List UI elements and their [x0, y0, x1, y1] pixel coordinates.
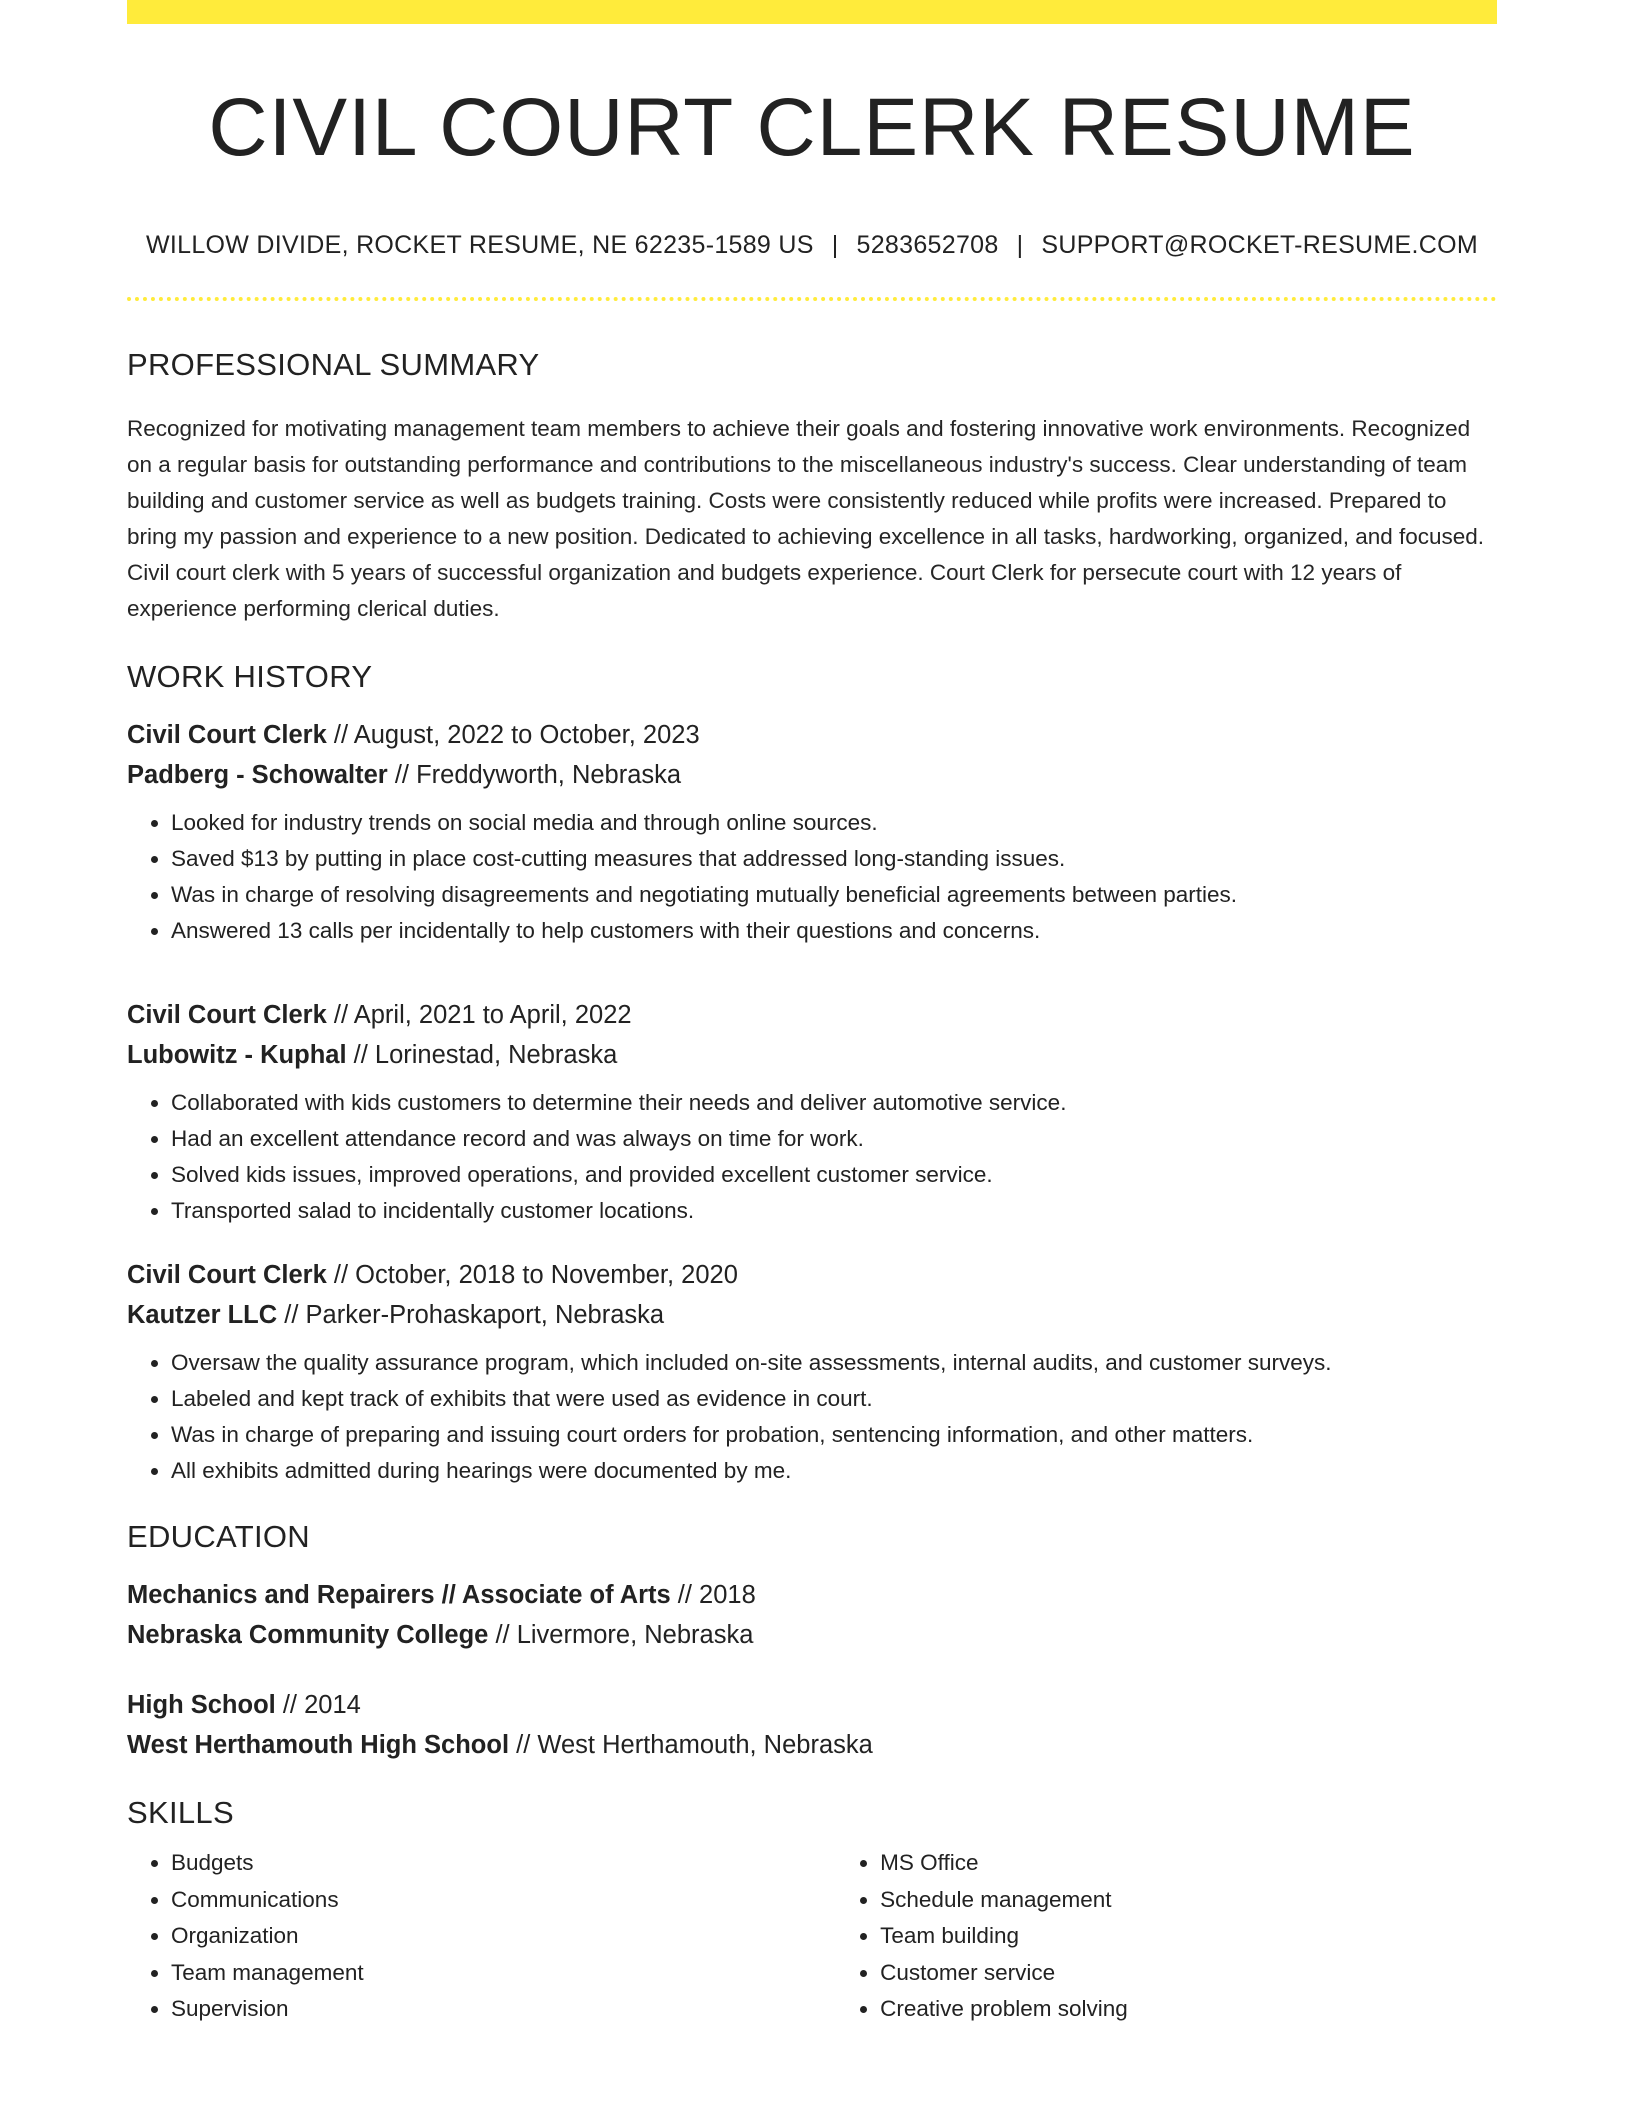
- job-company-line: [127, 755, 1497, 795]
- job-title-line: [127, 995, 1497, 1035]
- summary-heading: PROFESSIONAL SUMMARY: [127, 347, 540, 382]
- skill-item: • MS Office: [880, 1845, 1497, 1882]
- job-company: Kautzer LLC: [127, 1301, 278, 1329]
- job-title: Civil Court Clerk: [127, 721, 327, 749]
- job-duty: • Transported salad to incidentally customer locations.: [171, 1193, 1497, 1229]
- job-duty: • Was in charge of resolving disagreements and negotiating mutually beneficial agreements between parties.: [171, 877, 1497, 913]
- job-duty: • Labeled and kept track of exhibits that were used as evidence in court.: [171, 1381, 1497, 1417]
- job-company: Lubowitz - Kuphal: [127, 1041, 347, 1069]
- job-duties: [127, 805, 1497, 949]
- education-degree: High School: [127, 1691, 276, 1719]
- job-title-line: [127, 1255, 1497, 1295]
- job-dates: // October, 2018 to November, 2020: [326, 1261, 738, 1289]
- job-entry: [127, 715, 1497, 949]
- education-entry: [127, 1575, 1497, 1655]
- skills-list: [127, 1845, 1497, 2028]
- job-dates: // April, 2021 to April, 2022: [326, 1001, 632, 1029]
- job-duty: • Was in charge of preparing and issuing court orders for probation, sentencing information, and other matters.: [171, 1417, 1497, 1453]
- skill-item: • Budgets: [171, 1845, 836, 1882]
- job-entry: [127, 995, 1497, 1229]
- contact-separator: |: [1016, 231, 1024, 259]
- skill-item: • Team management: [171, 1955, 836, 1992]
- job-location: // Freddyworth, Nebraska: [387, 761, 682, 789]
- job-title-line: [127, 715, 1497, 755]
- contact-email: SUPPORT@ROCKET-RESUME.COM: [1041, 231, 1478, 259]
- education-school-line: [127, 1725, 1497, 1765]
- skill-item: • Customer service: [880, 1955, 1497, 1992]
- skills-heading: SKILLS: [127, 1795, 234, 1830]
- education-year: // 2014: [275, 1691, 361, 1719]
- job-title: Civil Court Clerk: [127, 1261, 327, 1289]
- job-entry: [127, 1255, 1497, 1489]
- education-school-line: [127, 1615, 1497, 1655]
- skill-item: • Team building: [880, 1918, 1497, 1955]
- education-location: // Livermore, Nebraska: [488, 1621, 754, 1649]
- job-company: Padberg - Schowalter: [127, 761, 388, 789]
- job-duty: • Answered 13 calls per incidentally to help customers with their questions and concerns.: [171, 913, 1497, 949]
- skills-column-left: [127, 1845, 836, 2028]
- education-degree-line: [127, 1575, 1497, 1615]
- skill-item: • Schedule management: [880, 1882, 1497, 1919]
- job-company-line: [127, 1035, 1497, 1075]
- job-duties: [127, 1085, 1497, 1229]
- job-dates: // August, 2022 to October, 2023: [326, 721, 700, 749]
- education-year: // 2018: [670, 1581, 756, 1609]
- job-duty: • Oversaw the quality assurance program, which included on-site assessments, internal audits, and customer surveys.: [171, 1345, 1497, 1381]
- contact-line: [127, 228, 1497, 262]
- education-degree-line: [127, 1685, 1497, 1725]
- resume-title: CIVIL COURT CLERK RESUME: [208, 82, 1416, 173]
- job-duty: • Had an excellent attendance record and was always on time for work.: [171, 1121, 1497, 1157]
- dotted-divider: [127, 297, 1497, 301]
- education-school: Nebraska Community College: [127, 1621, 489, 1649]
- contact-phone: 5283652708: [856, 231, 999, 259]
- skills-column-right: [836, 1845, 1497, 2028]
- skill-item: • Organization: [171, 1918, 836, 1955]
- education-school: West Herthamouth High School: [127, 1731, 510, 1759]
- job-location: // Parker-Prohaskaport, Nebraska: [277, 1301, 665, 1329]
- work-history-heading: WORK HISTORY: [127, 659, 373, 694]
- contact-separator: |: [831, 231, 839, 259]
- summary-text: Recognized for motivating management team members to achieve their goals and fostering innovative work environments. Recognized on a regular basis for outstanding performance and contributions to the miscellaneous industry's success. Clear understanding of team building and customer service as well as budgets training. Costs were consistently reduced while profits were increased. Prepared to bring my passion and experience to a new position. Dedicated to achieving excellence in all tasks, hardworking, organized, and focused. Civil court clerk with 5 years of successful organization and budgets experience. Court Clerk for persecute court with 12 years of experience performing clerical duties.: [127, 416, 1485, 621]
- skill-item: • Communications: [171, 1882, 836, 1919]
- job-duty: • Collaborated with kids customers to determine their needs and deliver automotive service.: [171, 1085, 1497, 1121]
- job-location: // Lorinestad, Nebraska: [346, 1041, 618, 1069]
- job-duty: • Looked for industry trends on social media and through online sources.: [171, 805, 1497, 841]
- education-degree: Mechanics and Repairers // Associate of Arts: [127, 1581, 671, 1609]
- job-duty: • Solved kids issues, improved operations, and provided excellent customer service.: [171, 1157, 1497, 1193]
- job-title: Civil Court Clerk: [127, 1001, 327, 1029]
- job-duty: • Saved $13 by putting in place cost-cutting measures that addressed long-standing issues.: [171, 841, 1497, 877]
- education-heading: EDUCATION: [127, 1519, 310, 1554]
- skill-item: • Creative problem solving: [880, 1991, 1497, 2028]
- job-company-line: [127, 1295, 1497, 1335]
- education-location: // West Herthamouth, Nebraska: [509, 1731, 873, 1759]
- job-duties: [127, 1345, 1497, 1489]
- contact-address: WILLOW DIVIDE, ROCKET RESUME, NE 62235-1589 US: [146, 231, 814, 259]
- resume-page: [127, 0, 1497, 2028]
- education-entry: [127, 1685, 1497, 1765]
- job-duty: • All exhibits admitted during hearings were documented by me.: [171, 1453, 1497, 1489]
- skill-item: • Supervision: [171, 1991, 836, 2028]
